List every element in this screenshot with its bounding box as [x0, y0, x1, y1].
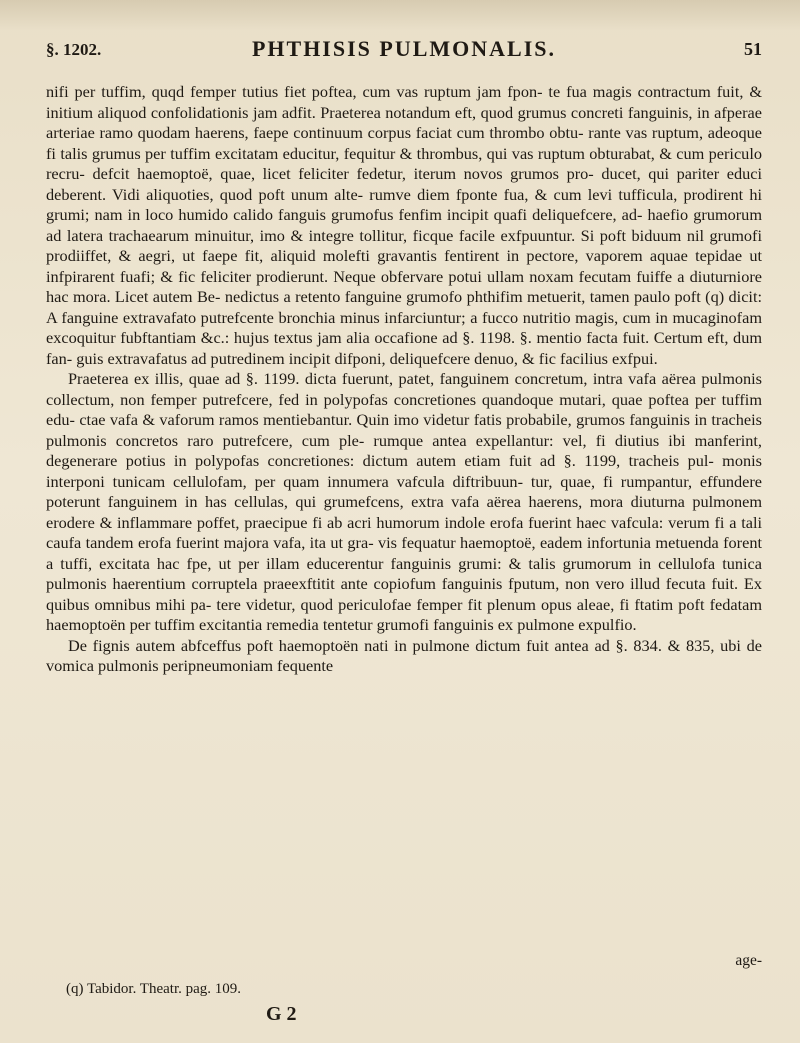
section-reference: §. 1202. [46, 40, 102, 59]
page-edge-shadow [0, 0, 800, 30]
paragraph-3: De fignis autem abfceffus poft haemoptoën nati in pulmone dictum fuit antea ad §. 834. & 835, ubi de vomica pulmonis peripneumoniam fequente [46, 635, 762, 675]
footnote: (q) Tabidor. Theatr. pag. 109. [66, 981, 242, 997]
running-title: PHTHISIS PULMONALIS. [251, 36, 557, 61]
main-text [46, 82, 762, 677]
signature-mark: G 2 [266, 1003, 297, 1025]
paragraph-1: nifi per tuffim, quqd femper tutius fiet poftea, cum vas ruptum jam fpon- te fua magis contractum fuit, & initium aliquod confolidationis jam adfit. Praeterea notandum eft, quod grumus concreti fanguinis, in afperae arteriae ramo quodam haerens, faepe continuum corpus faciat cum thrombo obtu- rante vas ruptum, adeoque fi talis grumus per tuffim excitatam educitur, fequitur & thrombus, qui vas ruptum obturabat, & cum periculo recru- defcit haemoptoë, quae, licet feliciter fedetur, iterum novos grumos pro- ducet, qui pariter educi deberent. Vidi aliquoties, quod poft unum alte- rumve diem fponte fua, & cum levi tufficula, prodirent hi grumi; nam in loco humido calido fanguis grumofus fenfim incipit quafi deliquefcere, ad- haefio grumorum ad latera trachaearum minuitur, imo & integre tollitur, ficque facile exfpuuntur. Si poft biduum nil grumofi prodiiffet, & aegri, ut faepe fit, aliquid molefti gravantis fentirent in pectore, vaporem aquae tepidae ut infpirarent fuafi; & fic feliciter prodierunt. Neque obfervare potui ullam noxam fecutam fuiffe a diuturniore hac mora. Licet autem Be- nedictus a retento fanguine grumofo phthifim metuerit, tamen paulo poft (q) dicit: A fanguine extravafato putrefcente bronchia minus infarciuntur; a fucco nutritio magis, cum in mucaginofam excoquitur fubftantiam &c.: hujus textus jam alia occafione ad §. 1198. §. mentio facta fuit. Certum eft, dum fan- guis extravafatus ad putredinem incipit difponi, deliquefcere denuo, & fic facilius exfpui. [46, 82, 762, 368]
page-number: 51 [744, 39, 762, 59]
page-header [46, 36, 762, 66]
catchword: age- [735, 952, 762, 969]
paragraph-2: Praeterea ex illis, quae ad §. 1199. dicta fuerunt, patet, fanguinem concretum, intra vafa aërea pulmonis collectum, non femper putrefcere, fed in polypofas concretiones quandoque mutari, quae poftea per tuffim edu- ctae vafa & vaforum ramos mentiebantur. Quin imo videtur fatis probabile, grumos fanguinis in tracheis pulmonis concretos raro putrefcere, cum ple- rumque antea expellantur: vel, fi diutius ibi manferint, degenerare potius in polypofas concretiones: dictum autem etiam fuit ad §. 1199, tracheis pul- monis interponi tunicam cellulofam, per quam innumera vafcula diftribuun- tur, quae, fi rumpantur, effundere poterunt fanguinem in has cellulas, qui grumefcens, extra vafa aërea haerens, mora diuturna pulmonem erodere & inflammare poffet, praecipue fi ab acri humorum indole erofa fuerint haec vafcula: verum fi a tali caufa tandem erofa fuerint majora vafa, ita ut gra- vis fequatur haemoptoë, eadem infortunia metuenda forent a tuffi, excitata hac fpe, ut per illam educerentur fanguinis grumi: & talis grumorum in cellulofa tunica pulmonis haerentium corruptela praeexftitit ante copiofum fanguinis fputum, non vero illud fecuta fuit. Ex quibus omnibus mihi pa- tere videtur, quod periculofae femper fit plenum opus aleae, fi ftatim poft fedatam haemoptoën per tuffim excitantia remedia tentetur grumofi fanguinis ex pulmone expulfio. [46, 369, 762, 634]
